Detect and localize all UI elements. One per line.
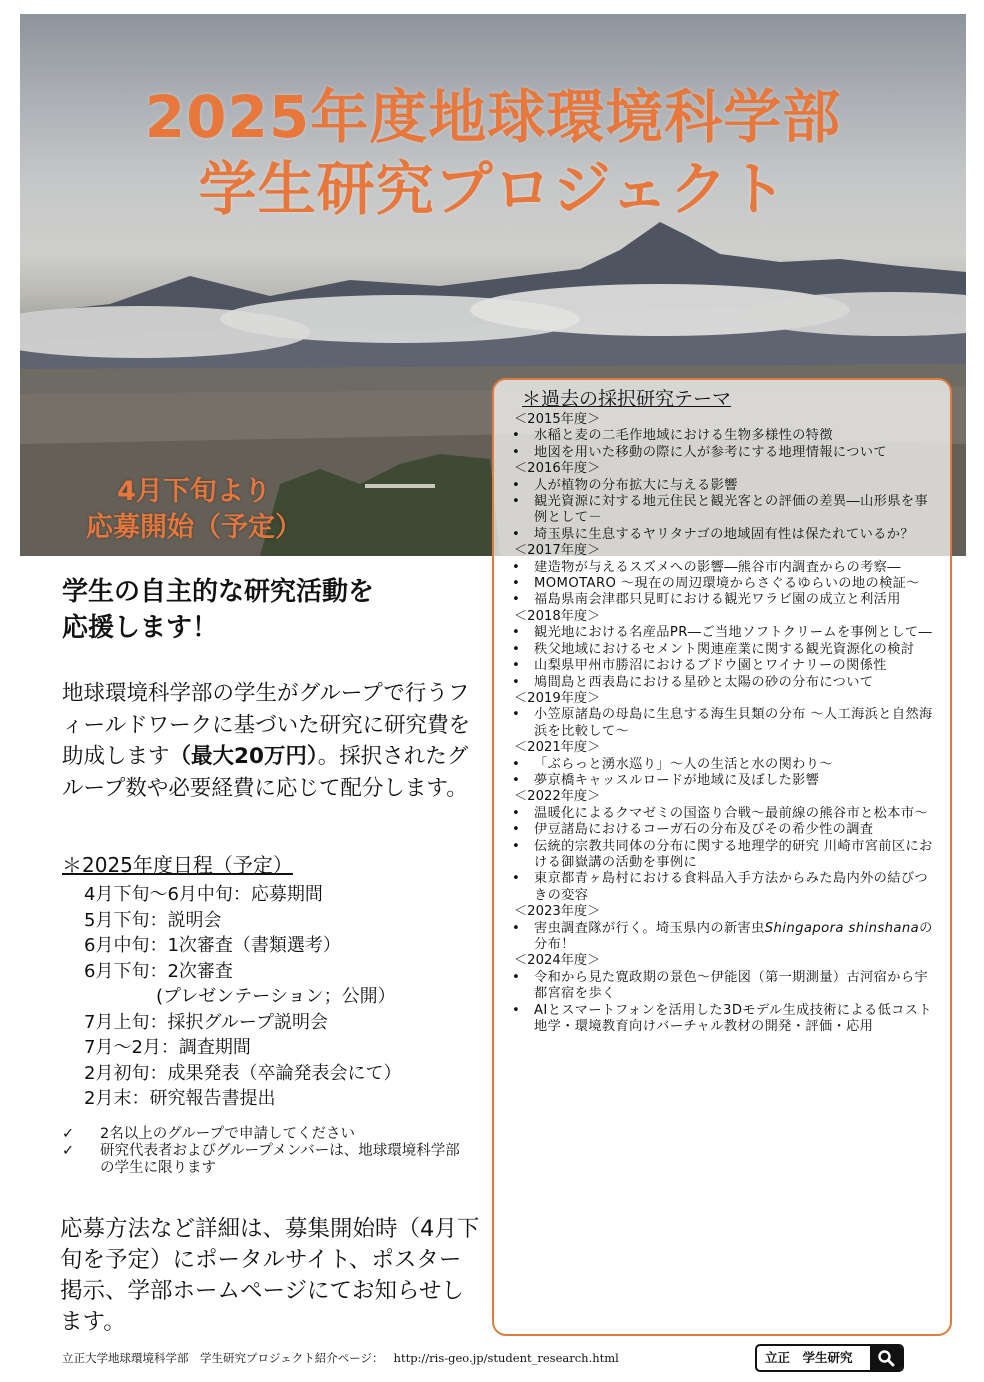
theme-item [506,921,936,954]
description-part1: 地球環境科学部の学生がグループで行うフィールドワークに基づいた研究に研究費を助成します [62,681,471,769]
max-amount: （最大20万円） [169,744,318,769]
theme-item: • 「ぶらっと湧水巡り」〜人の生活と水の関わり〜 [506,757,936,773]
schedule-item: 7月〜2月：調査期間 [84,1037,251,1058]
theme-year-label: ＜2023年度＞ [514,904,601,920]
schedule-item: 2月末：研究報告書提出 [84,1088,276,1109]
lead-line1: 学生の自主的な研究活動を [62,577,375,607]
theme-item: • 令和から見た寛政期の景色〜伊能図（第一期測量）古河宿から宇都宮宿を歩く [506,970,936,1003]
search-query[interactable]: 立正 学生研究 [765,1350,853,1365]
schedule-item: 4月下旬〜6月中旬：応募期間 [84,884,323,905]
description-part2: 。採択されたグループ数や必要経費に応じて配分します。 [62,744,469,801]
theme-item: • 温暖化によるクマゼミの国盗り合戦〜最前線の熊谷市と松本市〜 [506,806,936,822]
footer [62,1351,762,1365]
schedule-item: 7月上旬：採択グループ説明会 [84,1011,329,1033]
theme-item: • 地図を用いた移動の際に人が参考にする地理情報について [506,445,936,461]
theme-item: • 人が植物の分布拡大に与える影響 [506,478,936,494]
theme-item: • 夢京橋キャッスルロードが地域に及ぼした影響 [506,773,936,789]
search-box[interactable] [755,1344,904,1372]
theme-text: の分布！ [534,920,933,952]
theme-item: • 伊豆諸島におけるコーガ石の分布及びその希少性の調査 [506,822,936,838]
search-icon [877,1349,895,1367]
theme-year-label: ＜2024年度＞ [514,953,601,969]
theme-item: • 埼玉県に生息するヤリタナゴの地域固有性は保たれているか？ [506,527,936,543]
schedule-item: 2月初旬：成果発表（卒論発表会にて） [84,1062,402,1084]
requirements-list [62,1126,472,1177]
title-line2: 学生研究プロジェクト [198,155,788,223]
schedule-item: 6月下旬：2次審査 [84,960,233,982]
requirement-text: 研究代表者およびグループメンバーは、地球環境科学部の学生に限ります [100,1143,460,1176]
theme-item: • 鳩間島と西表島における星砂と太陽の砂の分布について [506,675,936,691]
footer-text: 立正大学地球環境科学部 学生研究プロジェクト紹介ページ： [62,1351,384,1365]
theme-year-label: ＜2018年度＞ [514,608,601,624]
theme-year-label: ＜2021年度＞ [514,740,601,756]
theme-year-label: ＜2017年度＞ [514,543,601,559]
title-line1: 2025年度地球環境科学部 [144,83,842,151]
apply-line2: 応募開始（予定） [86,512,302,543]
search-button[interactable] [870,1346,902,1370]
theme-item: • 建造物が与えるスズメへの影響―熊谷市内調査からの考察― [506,560,936,576]
theme-item: • AIとスマートフォンを活用した3Dモデル生成技術による低コスト地学・環境教育向けバーチャル教材の開発・評価・応用 [506,1003,936,1036]
theme-year-label: ＜2019年度＞ [514,690,601,706]
theme-year-label: ＜2015年度＞ [514,412,601,427]
requirement-item [62,1126,472,1143]
theme-year-label: ＜2016年度＞ [514,461,601,477]
past-themes-title: ＊過去の採択研究テーマ [522,388,732,410]
schedule-title: ＊2025年度日程（予定） [62,853,293,877]
past-themes-list [506,412,936,1035]
theme-item: • 水稲と麦の二毛作地域における生物多様性の特徴 [506,428,936,444]
requirement-text: 2名以上のグループで申請してください [100,1126,355,1142]
theme-item: • 福島県南会津郡只見町における観光ワラビ園の成立と利活用 [506,592,936,608]
bridge [365,484,435,488]
requirement-item [62,1143,472,1177]
theme-item: • MOMOTARO 〜現在の周辺環境からさぐるゆらいの地の検証〜 [506,576,936,592]
theme-text: 害虫調査隊が行く。埼玉県内の新害虫 [534,920,765,936]
checkmark-icon: ✓ [62,1126,75,1142]
schedule-list [84,882,484,1112]
theme-item: • 小笠原諸島の母島に生息する海生貝類の分布 〜人工海浜と自然海浜を比較して〜 [506,707,936,740]
theme-item: • 山梨県甲州市勝沼におけるブドウ園とワイナリーの関係性 [506,658,936,674]
closing-notice: 応募方法など詳細は、募集開始時（4月下旬を予定）にポータルサイト、ポスター掲示、学部ホームページにてお知らせします。 [60,1216,480,1335]
species-name: Shingapora shinshana [764,920,920,936]
footer-url[interactable]: http://ris-geo.jp/student_research.html [393,1351,619,1365]
lead-heading [62,574,482,646]
theme-item: • 観光資源に対する地元住民と観光客との評価の差異―山形県を事例として－ [506,494,936,527]
apply-start-notice [64,474,324,546]
apply-line1: 4月下旬より [117,476,271,507]
schedule-item: 6月中旬：1次審査（書類選考） [84,935,341,956]
theme-item: • 伝統的宗教共同体の分布に関する地理学的研究 川崎市宮前区における御嶽講の活動を事例に [506,839,936,872]
schedule-item: (プレゼンテーション；公開） [156,986,396,1007]
schedule-item: 5月下旬：説明会 [84,909,222,931]
theme-year-label: ＜2022年度＞ [514,789,601,805]
description [62,678,482,804]
theme-item: • 東京都青ヶ島村における食料品入手方法からみた島内外の結びつきの変容 [506,871,936,904]
theme-item: • 秩父地域におけるセメント関連産業に関する観光資源化の検討 [506,642,936,658]
past-themes-box [492,378,952,1336]
lead-line2: 応援します！ [62,613,219,643]
checkmark-icon: ✓ [62,1143,75,1159]
theme-item: • 観光地における名産品PR―ご当地ソフトクリームを事例として― [506,625,936,641]
